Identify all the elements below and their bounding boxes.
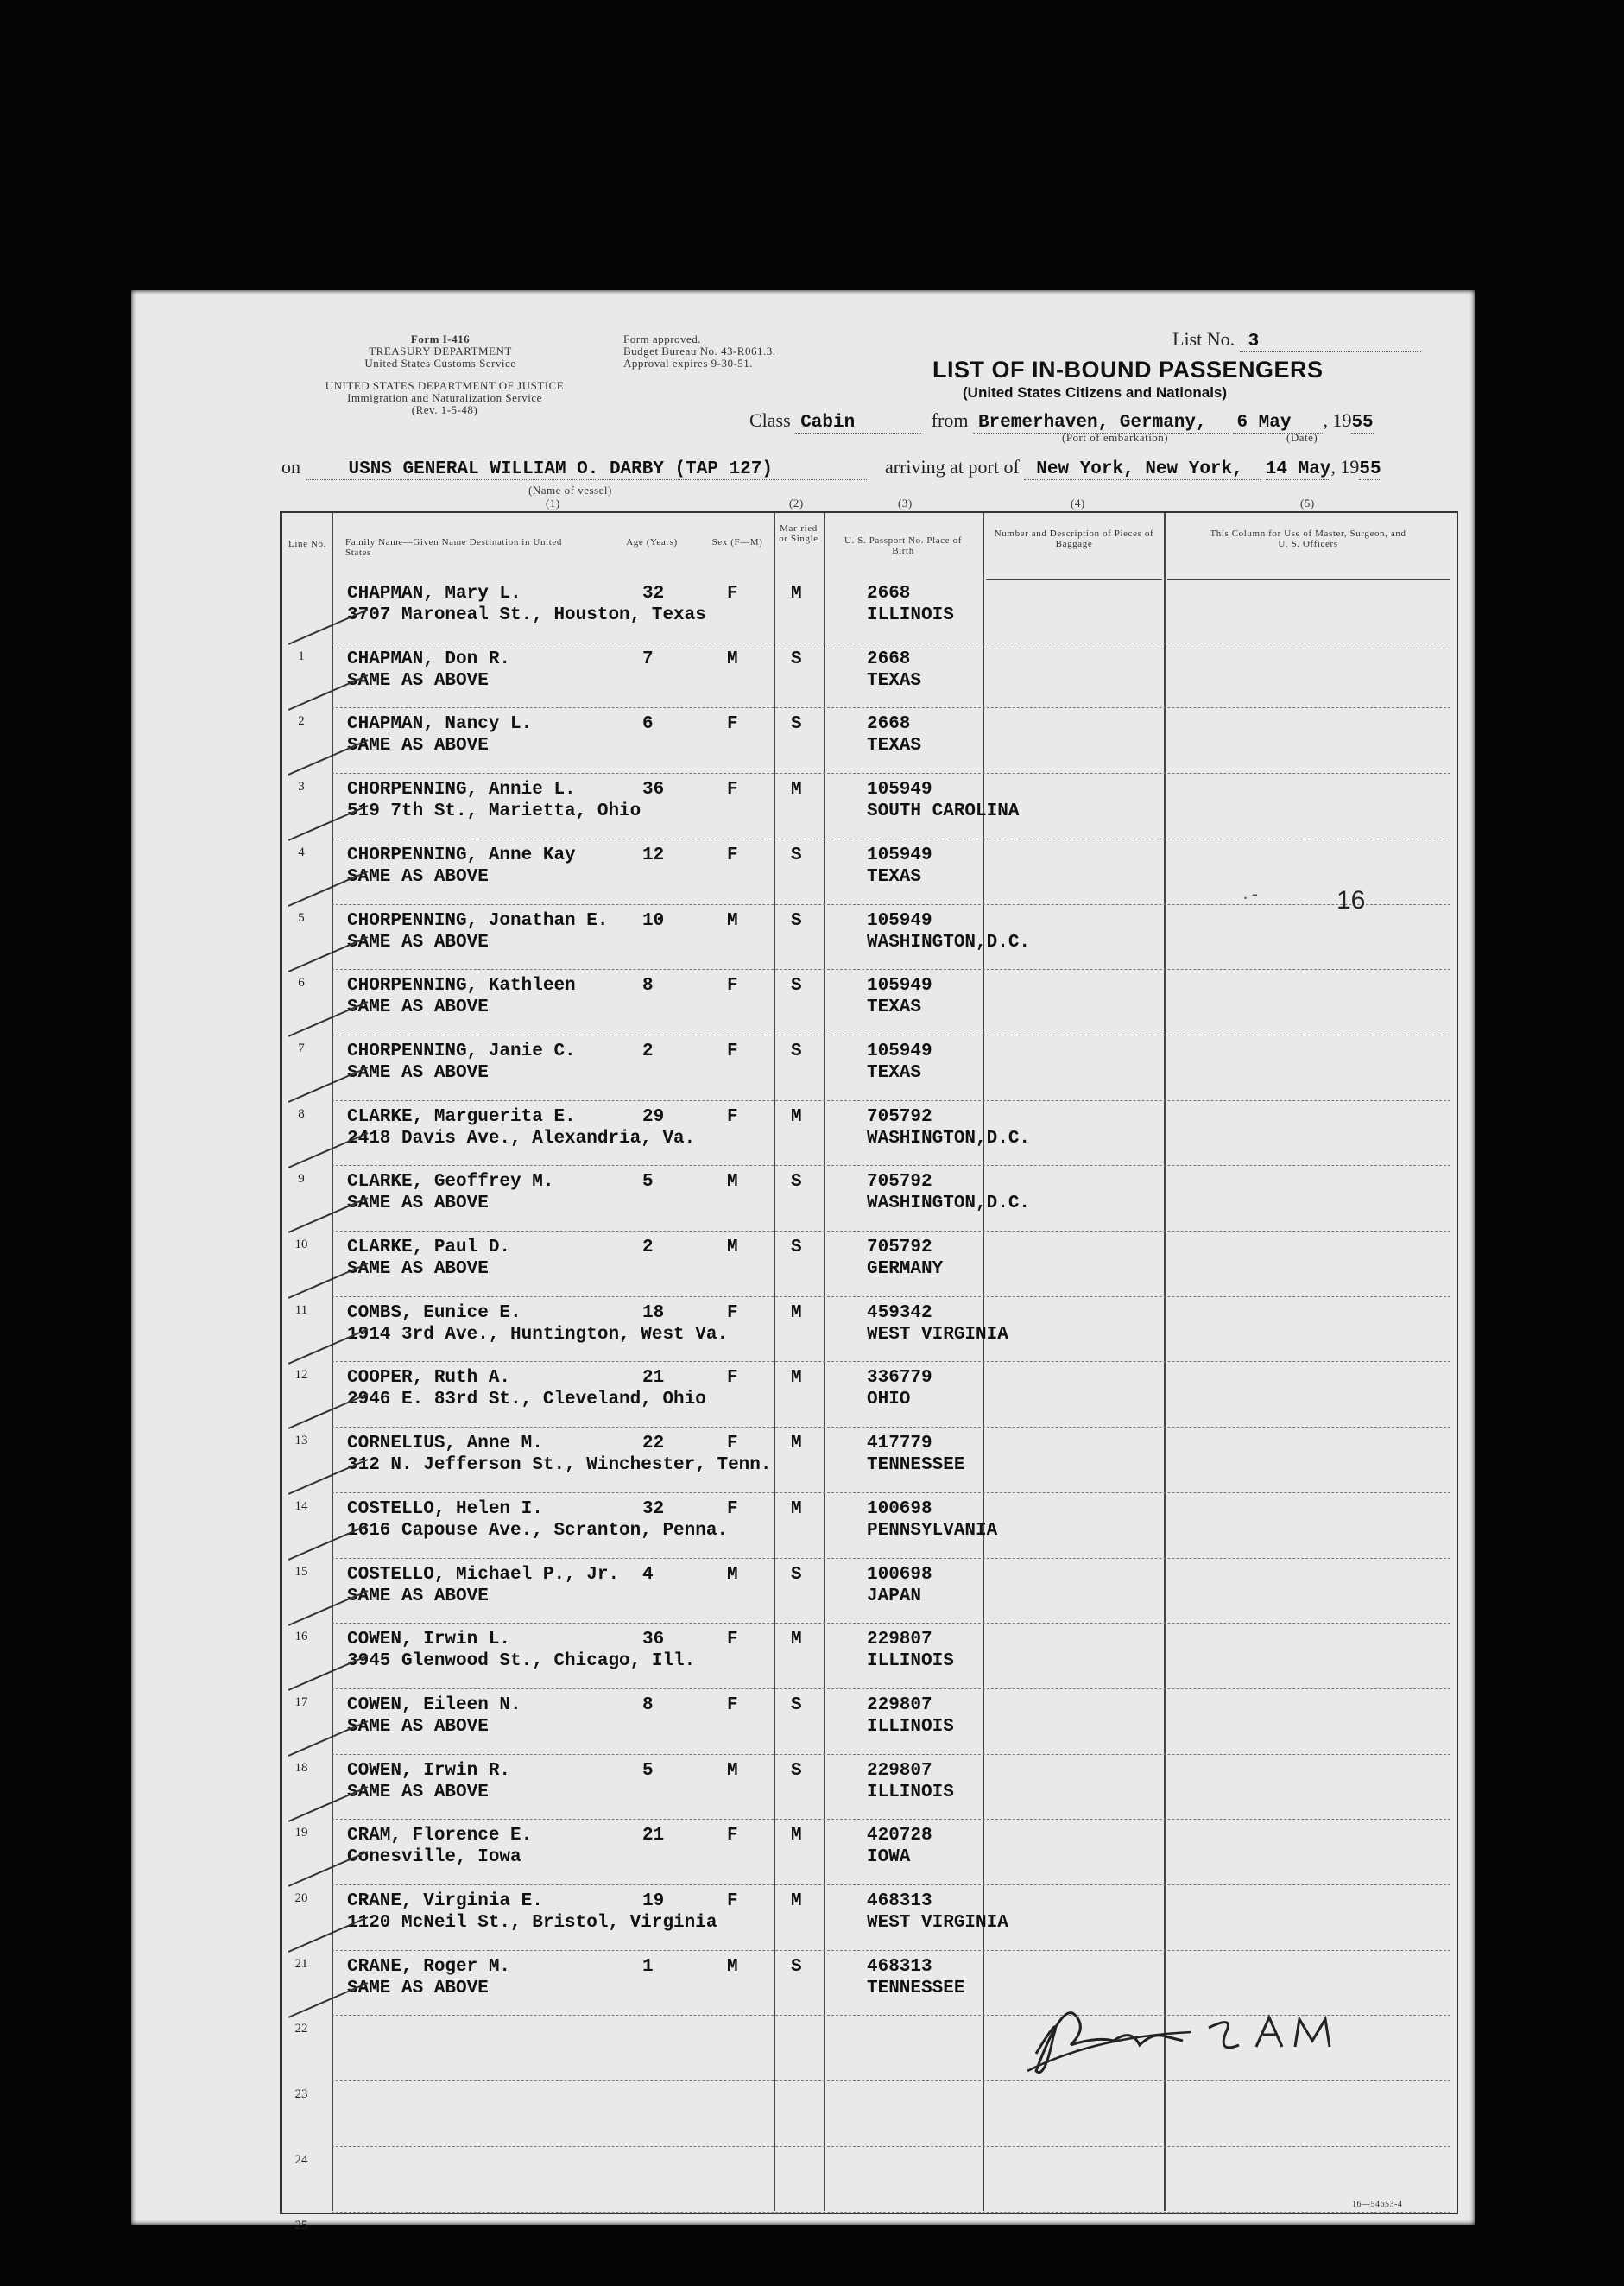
passenger-marital-status: M bbox=[791, 780, 802, 801]
port-embark-caption: (Port of embarkation) bbox=[1062, 431, 1169, 444]
row-divider bbox=[332, 1296, 1450, 1297]
passenger-name: COSTELLO, Michael P., Jr. bbox=[347, 1564, 620, 1585]
row-divider bbox=[332, 1623, 1450, 1624]
passenger-age: 32 bbox=[642, 584, 665, 604]
passenger-name: COOPER, Ruth A. bbox=[347, 1368, 511, 1389]
passenger-marital-status: M bbox=[791, 584, 802, 604]
passenger-age: 18 bbox=[642, 1302, 665, 1323]
passenger-marital-status: S bbox=[791, 1694, 802, 1715]
passenger-age: 19 bbox=[642, 1891, 665, 1911]
embarkation-year: 55 bbox=[1351, 413, 1374, 433]
passenger-marital-status: M bbox=[791, 1630, 802, 1650]
passenger-sex: M bbox=[727, 1956, 738, 1977]
passenger-sex: F bbox=[727, 1498, 738, 1519]
line-number: 9 bbox=[298, 1172, 305, 1187]
tick-mark: . - bbox=[1243, 884, 1258, 903]
passenger-marital-status: S bbox=[791, 1172, 802, 1193]
passport-number: 705792 bbox=[867, 1106, 932, 1127]
passenger-name: COSTELLO, Helen I. bbox=[347, 1498, 543, 1519]
col-header-age: Age (Years) bbox=[626, 537, 678, 548]
col-header-officers: This Column for Use of Master, Surgeon, and U. S. Officers bbox=[1210, 529, 1406, 549]
col5-number: (5) bbox=[1300, 497, 1315, 510]
line-number: 3 bbox=[298, 780, 305, 795]
passport-number: 105949 bbox=[867, 976, 932, 997]
place-of-birth: TENNESSEE bbox=[867, 1455, 965, 1476]
passenger-sex: F bbox=[727, 1041, 738, 1061]
passenger-destination: Conesville, Iowa bbox=[347, 1847, 521, 1868]
approval-line-3: Approval expires 9-30-51. bbox=[623, 357, 754, 370]
line-number: 11 bbox=[294, 1302, 308, 1317]
passenger-marital-status: S bbox=[791, 1956, 802, 1977]
passport-number: 705792 bbox=[867, 1172, 932, 1193]
line-number: 8 bbox=[298, 1106, 305, 1121]
row-divider bbox=[332, 1427, 1450, 1428]
form-number: Form I-416 bbox=[410, 332, 471, 345]
check-mark bbox=[281, 1974, 376, 2030]
arriving-label: arriving at port of bbox=[885, 456, 1020, 478]
col2-number: (2) bbox=[789, 497, 804, 510]
passport-number: 2668 bbox=[867, 649, 911, 669]
line-number: 6 bbox=[298, 976, 305, 991]
approval-block bbox=[623, 333, 831, 370]
line-number: 10 bbox=[294, 1238, 308, 1251]
passenger-age: 29 bbox=[642, 1106, 665, 1127]
row-divider bbox=[332, 1884, 1450, 1885]
row-divider bbox=[332, 1492, 1450, 1493]
passport-number: 105949 bbox=[867, 780, 932, 801]
passenger-destination: SAME AS ABOVE bbox=[347, 1259, 489, 1279]
customs-service: United States Customs Service bbox=[364, 357, 516, 370]
line-number: 22 bbox=[294, 2022, 308, 2036]
passport-number: 468313 bbox=[867, 1891, 932, 1911]
passenger-marital-status: S bbox=[791, 1041, 802, 1061]
line-number: 16 bbox=[294, 1630, 308, 1644]
passenger-age: 8 bbox=[642, 1694, 654, 1715]
line-number: 13 bbox=[294, 1434, 308, 1448]
passenger-destination: 2418 Davis Ave., Alexandria, Va. bbox=[347, 1128, 696, 1149]
vessel-line: on USNS GENERAL WILLIAM O. DARBY (TAP 127) arriving at port of New York, New York, 14 May, 1955 bbox=[281, 456, 1381, 479]
on-label: on bbox=[281, 456, 300, 478]
passenger-name: CLARKE, Geoffrey M. bbox=[347, 1172, 554, 1193]
line-number: 4 bbox=[298, 845, 305, 859]
passenger-destination: SAME AS ABOVE bbox=[347, 1194, 489, 1214]
place-of-birth: TEXAS bbox=[867, 736, 922, 757]
row-divider bbox=[332, 1558, 1450, 1559]
passenger-destination: 3945 Glenwood St., Chicago, Ill. bbox=[347, 1651, 696, 1672]
list-number-label: List No. bbox=[1172, 328, 1235, 350]
passport-number: 705792 bbox=[867, 1238, 932, 1257]
place-of-birth: TEXAS bbox=[867, 1062, 922, 1083]
passenger-sex: F bbox=[727, 1630, 738, 1650]
col-header-married: Mar-ried or Single bbox=[779, 523, 818, 544]
place-of-birth: WASHINGTON,D.C. bbox=[867, 1194, 1031, 1214]
passenger-age: 2 bbox=[642, 1041, 654, 1061]
passenger-sex: F bbox=[727, 714, 738, 735]
header-rule bbox=[986, 579, 1162, 580]
passenger-destination: SAME AS ABOVE bbox=[347, 997, 489, 1018]
line-number: 17 bbox=[294, 1694, 308, 1709]
place-of-birth: ILLINOIS bbox=[867, 605, 954, 625]
passenger-name: CRANE, Roger M. bbox=[347, 1956, 511, 1977]
passenger-marital-status: M bbox=[791, 1891, 802, 1911]
class-line: Class Cabin from Bremerhaven, Germany, 6 May , 1955 bbox=[749, 409, 1374, 433]
year-prefix: 19 bbox=[1332, 409, 1352, 431]
passenger-name: COMBS, Eunice E. bbox=[347, 1302, 521, 1323]
port-of-embarkation: Bremerhaven, Germany, bbox=[973, 413, 1229, 434]
date-caption: (Date) bbox=[1286, 431, 1318, 444]
row-divider bbox=[332, 1950, 1450, 1951]
passenger-age: 36 bbox=[642, 780, 665, 801]
passenger-sex: F bbox=[727, 1434, 738, 1454]
passenger-name: CHAPMAN, Don R. bbox=[347, 649, 511, 669]
passenger-name: CLARKE, Paul D. bbox=[347, 1238, 511, 1257]
footer-print-code: 16—54653-4 bbox=[1352, 2200, 1403, 2209]
col3-number: (3) bbox=[898, 497, 913, 510]
margin-note: 16 bbox=[1336, 886, 1366, 915]
place-of-birth: PENNSYLVANIA bbox=[867, 1520, 998, 1541]
passenger-name: CHORPENNING, Jonathan E. bbox=[347, 910, 609, 931]
line-number: 5 bbox=[298, 910, 305, 925]
row-divider bbox=[332, 1754, 1450, 1755]
vessel-name: USNS GENERAL WILLIAM O. DARBY (TAP 127) bbox=[306, 459, 867, 480]
arrival-port: New York, New York, bbox=[1024, 459, 1261, 480]
passenger-sex: M bbox=[727, 1238, 738, 1257]
place-of-birth: ILLINOIS bbox=[867, 1716, 954, 1737]
form-agencies bbox=[259, 333, 622, 370]
passenger-age: 5 bbox=[642, 1760, 654, 1781]
row-divider bbox=[332, 1361, 1450, 1362]
place-of-birth: TEXAS bbox=[867, 670, 922, 691]
passenger-name: COWEN, Eileen N. bbox=[347, 1694, 521, 1715]
passenger-age: 5 bbox=[642, 1172, 654, 1193]
line-number: 18 bbox=[294, 1760, 308, 1775]
row-divider bbox=[332, 1165, 1450, 1166]
passenger-marital-status: S bbox=[791, 714, 802, 735]
treasury-dept: TREASURY DEPARTMENT bbox=[369, 345, 512, 358]
row-divider bbox=[332, 2146, 1450, 2147]
col-header-name: Family Name—Given Name Destination in United States bbox=[345, 537, 562, 558]
passenger-name: CRANE, Virginia E. bbox=[347, 1891, 543, 1911]
passenger-destination: SAME AS ABOVE bbox=[347, 1978, 489, 1998]
row-divider bbox=[332, 1231, 1450, 1232]
passenger-destination: 1120 McNeil St., Bristol, Virginia bbox=[347, 1913, 717, 1933]
passenger-age: 22 bbox=[642, 1434, 665, 1454]
col-header-baggage: Number and Description of Pieces of Baggage bbox=[994, 529, 1154, 549]
line-number: 2 bbox=[298, 714, 305, 729]
passenger-age: 2 bbox=[642, 1238, 654, 1257]
passenger-destination: 3707 Maroneal St., Houston, Texas bbox=[347, 605, 706, 625]
approval-line-2: Budget Bureau No. 43-R061.3. bbox=[623, 345, 776, 358]
col-header-line: Line No. bbox=[288, 539, 326, 549]
line-number: 1 bbox=[298, 649, 305, 663]
passport-number: 105949 bbox=[867, 910, 932, 931]
passenger-marital-status: S bbox=[791, 845, 802, 865]
passenger-age: 32 bbox=[642, 1498, 665, 1519]
passenger-age: 21 bbox=[642, 1368, 665, 1389]
place-of-birth: GERMANY bbox=[867, 1259, 944, 1279]
passenger-age: 1 bbox=[642, 1956, 654, 1977]
passenger-sex: F bbox=[727, 1368, 738, 1389]
col4-number: (4) bbox=[1071, 497, 1085, 510]
line-number: 20 bbox=[294, 1891, 308, 1905]
passenger-destination: 519 7th St., Marietta, Ohio bbox=[347, 801, 641, 822]
row-divider bbox=[332, 1819, 1450, 1820]
class-label: Class bbox=[749, 409, 791, 431]
line-number: 19 bbox=[294, 1826, 308, 1840]
col-header-sex: Sex (F—M) bbox=[711, 537, 763, 548]
arrival-year: 55 bbox=[1359, 459, 1381, 479]
place-of-birth: WEST VIRGINIA bbox=[867, 1913, 1008, 1933]
row-divider bbox=[332, 2212, 1450, 2213]
justice-dept: UNITED STATES DEPARTMENT OF JUSTICE bbox=[325, 379, 565, 392]
passenger-sex: F bbox=[727, 1106, 738, 1127]
passenger-destination: SAME AS ABOVE bbox=[347, 1782, 489, 1802]
passenger-name: CRAM, Florence E. bbox=[347, 1826, 533, 1846]
place-of-birth: WEST VIRGINIA bbox=[867, 1324, 1008, 1345]
passenger-marital-status: M bbox=[791, 1106, 802, 1127]
passenger-age: 10 bbox=[642, 910, 665, 931]
passenger-sex: M bbox=[727, 649, 738, 669]
place-of-birth: JAPAN bbox=[867, 1586, 922, 1606]
passenger-marital-status: S bbox=[791, 1760, 802, 1781]
passenger-sex: M bbox=[727, 1760, 738, 1781]
line-number: 7 bbox=[298, 1041, 305, 1055]
passenger-sex: F bbox=[727, 1694, 738, 1715]
passenger-marital-status: M bbox=[791, 1826, 802, 1846]
place-of-birth: WASHINGTON,D.C. bbox=[867, 1128, 1031, 1149]
line-number: 24 bbox=[294, 2152, 308, 2167]
passenger-age: 36 bbox=[642, 1630, 665, 1650]
row-divider bbox=[332, 904, 1450, 905]
passport-number: 100698 bbox=[867, 1564, 932, 1585]
place-of-birth: TEXAS bbox=[867, 997, 922, 1018]
place-of-birth: TENNESSEE bbox=[867, 1978, 965, 1998]
passenger-marital-status: S bbox=[791, 976, 802, 997]
passenger-destination: SAME AS ABOVE bbox=[347, 932, 489, 953]
passenger-sex: F bbox=[727, 1302, 738, 1323]
col-header-passport: U. S. Passport No. Place of Birth bbox=[844, 535, 962, 556]
passport-number: 459342 bbox=[867, 1302, 932, 1323]
passenger-destination: 1914 3rd Ave., Huntington, West Va. bbox=[347, 1324, 729, 1345]
passenger-sex: F bbox=[727, 780, 738, 801]
place-of-birth: ILLINOIS bbox=[867, 1782, 954, 1802]
line-number: 25 bbox=[294, 2218, 308, 2232]
passport-number: 105949 bbox=[867, 1041, 932, 1061]
line-number: 23 bbox=[294, 2087, 308, 2102]
passenger-sex: M bbox=[727, 1172, 738, 1193]
page-subtitle: (United States Citizens and Nationals) bbox=[963, 384, 1228, 401]
passenger-marital-status: M bbox=[791, 1368, 802, 1389]
passenger-sex: F bbox=[727, 1891, 738, 1911]
passport-number: 100698 bbox=[867, 1498, 932, 1519]
list-number-field bbox=[1172, 328, 1421, 352]
passenger-marital-status: S bbox=[791, 1564, 802, 1585]
class-value: Cabin bbox=[795, 413, 921, 434]
passenger-age: 4 bbox=[642, 1564, 654, 1585]
passenger-age: 6 bbox=[642, 714, 654, 735]
passenger-destination: SAME AS ABOVE bbox=[347, 1062, 489, 1083]
passport-number: 420728 bbox=[867, 1826, 932, 1846]
passenger-marital-status: M bbox=[791, 1498, 802, 1519]
row-divider bbox=[332, 1688, 1450, 1689]
passport-number: 229807 bbox=[867, 1760, 932, 1781]
passenger-destination: SAME AS ABOVE bbox=[347, 736, 489, 757]
passenger-destination: SAME AS ABOVE bbox=[347, 866, 489, 887]
passenger-age: 8 bbox=[642, 976, 654, 997]
passenger-marital-status: M bbox=[791, 1302, 802, 1323]
passenger-destination: SAME AS ABOVE bbox=[347, 670, 489, 691]
row-divider bbox=[332, 707, 1450, 708]
place-of-birth: WASHINGTON,D.C. bbox=[867, 932, 1031, 953]
passport-number: 229807 bbox=[867, 1694, 932, 1715]
passenger-sex: M bbox=[727, 1564, 738, 1585]
passenger-name: CORNELIUS, Anne M. bbox=[347, 1434, 543, 1454]
passenger-name: CHORPENNING, Janie C. bbox=[347, 1041, 576, 1061]
place-of-birth: OHIO bbox=[867, 1390, 911, 1410]
line-number: 12 bbox=[294, 1368, 308, 1383]
page-title: LIST OF IN-BOUND PASSENGERS bbox=[932, 357, 1324, 383]
passenger-name: COWEN, Irwin R. bbox=[347, 1760, 511, 1781]
passenger-marital-status: M bbox=[791, 1434, 802, 1454]
passenger-destination: SAME AS ABOVE bbox=[347, 1586, 489, 1606]
vessel-caption: (Name of vessel) bbox=[528, 484, 612, 497]
line-number: 15 bbox=[294, 1564, 308, 1579]
header-rule bbox=[1167, 579, 1450, 580]
arrival-date: 14 May bbox=[1265, 459, 1331, 479]
passenger-name: CHORPENNING, Kathleen bbox=[347, 976, 576, 997]
passenger-marital-status: S bbox=[791, 910, 802, 931]
passenger-marital-status: S bbox=[791, 649, 802, 669]
passenger-name: CHORPENNING, Annie L. bbox=[347, 780, 576, 801]
passenger-destination: 1616 Capouse Ave., Scranton, Penna. bbox=[347, 1520, 729, 1541]
passport-number: 417779 bbox=[867, 1434, 932, 1454]
row-divider bbox=[332, 969, 1450, 970]
embarkation-date: 6 May bbox=[1233, 413, 1323, 434]
passenger-name: CHAPMAN, Nancy L. bbox=[347, 714, 533, 735]
place-of-birth: SOUTH CAROLINA bbox=[867, 801, 1020, 822]
row-divider bbox=[332, 773, 1450, 774]
passenger-name: CLARKE, Marguerita E. bbox=[347, 1106, 576, 1127]
col1-number: (1) bbox=[546, 497, 560, 510]
list-number-value: 3 bbox=[1240, 332, 1421, 352]
form-revision: (Rev. 1-5-48) bbox=[411, 403, 478, 416]
passenger-name: COWEN, Irwin L. bbox=[347, 1630, 511, 1650]
passport-number: 229807 bbox=[867, 1630, 932, 1650]
passenger-sex: M bbox=[727, 910, 738, 931]
passenger-age: 7 bbox=[642, 649, 654, 669]
passenger-sex: F bbox=[727, 845, 738, 865]
place-of-birth: IOWA bbox=[867, 1847, 911, 1868]
line-number: 21 bbox=[294, 1956, 308, 1971]
passenger-age: 12 bbox=[642, 845, 665, 865]
passenger-name: CHORPENNING, Anne Kay bbox=[347, 845, 576, 865]
passenger-marital-status: S bbox=[791, 1238, 802, 1257]
passport-number: 105949 bbox=[867, 845, 932, 865]
passenger-age: 21 bbox=[642, 1826, 665, 1846]
passenger-destination: 2946 E. 83rd St., Cleveland, Ohio bbox=[347, 1390, 706, 1410]
passenger-sex: F bbox=[727, 584, 738, 604]
passport-number: 2668 bbox=[867, 714, 911, 735]
from-label: from bbox=[931, 409, 969, 431]
ins-service: Immigration and Naturalization Service bbox=[347, 391, 542, 404]
passenger-sex: F bbox=[727, 1826, 738, 1846]
place-of-birth: ILLINOIS bbox=[867, 1651, 954, 1672]
approval-line-1: Form approved. bbox=[623, 332, 702, 345]
passport-number: 336779 bbox=[867, 1368, 932, 1389]
row-divider bbox=[332, 1100, 1450, 1101]
passenger-sex: F bbox=[727, 976, 738, 997]
passport-number: 468313 bbox=[867, 1956, 932, 1977]
passenger-destination: SAME AS ABOVE bbox=[347, 1716, 489, 1737]
officer-signature bbox=[1010, 1993, 1355, 2093]
justice-block bbox=[276, 380, 613, 416]
passenger-name: CHAPMAN, Mary L. bbox=[347, 584, 521, 604]
place-of-birth: TEXAS bbox=[867, 866, 922, 887]
line-number: 14 bbox=[294, 1498, 308, 1513]
passport-number: 2668 bbox=[867, 584, 911, 604]
passenger-destination: 312 N. Jefferson St., Winchester, Tenn. bbox=[347, 1455, 772, 1476]
